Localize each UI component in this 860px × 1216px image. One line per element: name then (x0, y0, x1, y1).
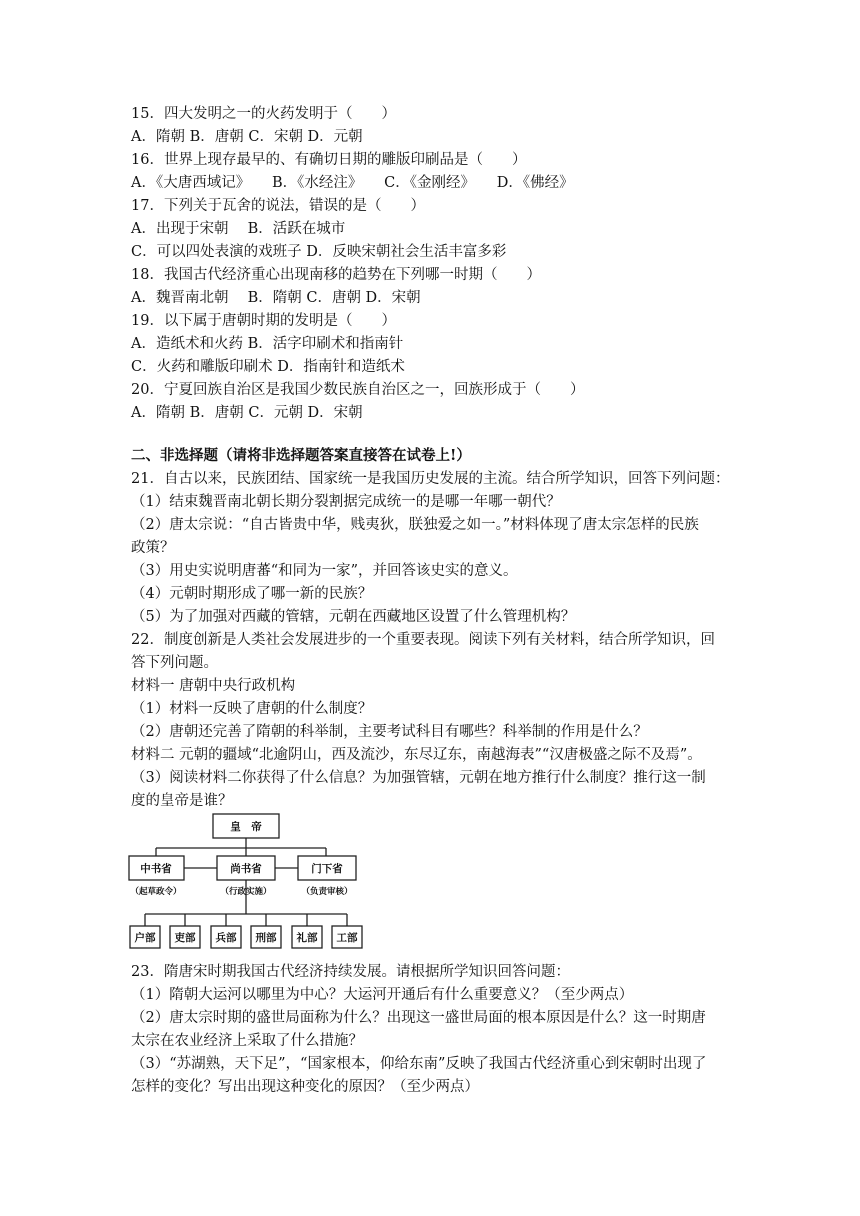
question-22-part-3-cont: 度的皇帝是谁？ (131, 793, 233, 809)
dept-label-zhongshu: 中书省 (140, 863, 172, 875)
dept-role-menxia: （负责审核） (301, 887, 353, 897)
question-19-options-ab: A．造纸术和火药 B．活字印刷术和指南针 (131, 336, 404, 352)
question-23: 23．隋唐宋时期我国古代经济持续发展。请根据所学知识回答问题： (131, 964, 570, 980)
question-16-options: A．《大唐西域记》 B．《水经注》 C．《金刚经》 D．《佛经》 (131, 175, 574, 191)
dept-role-zhongshu: （起草政令） (130, 887, 182, 897)
question-21-part-1: （1）结束魏晋南北朝长期分裂割据完成统一的是哪一年哪一朝代？ (131, 494, 561, 510)
question-15-options: A．隋朝 B．唐朝 C．宋朝 D．元朝 (131, 129, 363, 145)
question-23-part-2-cont: 太宗在农业经济上采取了什么措施？ (131, 1033, 363, 1049)
question-16: 16．世界上现存最早的、有确切日期的雕版印刷品是（ ） (131, 152, 527, 168)
question-23-part-2: （2）唐太宗时期的盛世局面称为什么？出现这一盛世局面的根本原因是什么？这一时期唐 (131, 1010, 706, 1026)
ministry-label-hu: 户部 (134, 932, 156, 944)
question-21-part-2-cont: 政策？ (131, 540, 175, 556)
dept-label-menxia: 门下省 (311, 863, 343, 875)
question-21: 21．自古以来，民族团结、国家统一是我国历史发展的主流。结合所学知识，回答下列问题： (131, 471, 730, 487)
ministry-label-xing: 刑部 (255, 932, 277, 944)
question-17-options-cd: C．可以四处表演的戏班子 D．反映宋朝社会生活丰富多彩 (131, 244, 507, 260)
question-22-part-2: （2）唐朝还完善了隋朝的科举制，主要考试科目有哪些？科举制的作用是什么？ (131, 724, 648, 740)
material-1-title: 材料一 唐朝中央行政机构 (131, 678, 296, 694)
question-17: 17．下列关于瓦舍的说法，错误的是（ ） (131, 198, 425, 214)
question-23-part-3-cont: 怎样的变化？写出出现这种变化的原因？（至少两点） (131, 1079, 479, 1095)
question-20-options: A．隋朝 B．唐朝 C．元朝 D．宋朝 (131, 405, 363, 421)
question-18: 18．我国古代经济重心出现南移的趋势在下列哪一时期（ ） (131, 267, 541, 283)
section-heading: 二、非选择题（请将非选择题答案直接答在试卷上!） (131, 447, 471, 464)
question-23-part-3: （3）“苏湖熟，天下足”，“国家根本，仰给东南”反映了我国古代经济重心到宋朝时出现了 (131, 1056, 707, 1072)
question-22-part-1: （1）材料一反映了唐朝的什么制度？ (131, 701, 373, 717)
emperor-label: 皇 帝 (230, 821, 262, 833)
ministry-label-bing: 兵部 (215, 932, 237, 944)
ministry-label-gong: 工部 (336, 932, 358, 944)
question-22-part-3: （3）阅读材料二你获得了什么信息？为加强管辖，元朝在地方推行什么制度？推行这一制 (131, 770, 706, 786)
ministry-label-li-rites: 礼部 (296, 932, 318, 944)
question-21-part-3: （3）用史实说明唐蕃“和同为一家”，并回答该史实的意义。 (131, 563, 518, 579)
question-20: 20．宁夏回族自治区是我国少数民族自治区之一，回族形成于（ ） (131, 382, 585, 398)
question-21-part-2: （2）唐太宗说：“自古皆贵中华，贱夷狄，朕独爱之如一。”材料体现了唐太宗怎样的民族 (131, 517, 699, 533)
question-22-cont: 答下列问题。 (131, 655, 218, 671)
material-2: 材料二 元朝的疆域“北逾阴山，西及流沙，东尽辽东，南越海表”“汉唐极盛之际不及焉”。 (131, 747, 702, 763)
tang-central-admin-diagram (126, 812, 364, 952)
question-18-options: A．魏晋南北朝 B．隋朝 C．唐朝 D．宋朝 (131, 290, 421, 306)
question-19: 19．以下属于唐朝时期的发明是（ ） (131, 313, 396, 329)
question-17-options-ab: A．出现于宋朝 B．活跃在城市 (131, 221, 346, 237)
question-21-part-5: （5）为了加强对西藏的管辖，元朝在西藏地区设置了什么管理机构？ (131, 609, 576, 625)
question-19-options-cd: C．火药和雕版印刷术 D．指南针和造纸术 (131, 359, 405, 375)
question-21-part-4: （4）元朝时期形成了哪一新的民族？ (131, 586, 373, 602)
question-15: 15．四大发明之一的火药发明于（ ） (131, 106, 396, 122)
question-22: 22．制度创新是人类社会发展进步的一个重要表现。阅读下列有关材料，结合所学知识，回 (131, 632, 715, 648)
question-23-part-1: （1）隋朝大运河以哪里为中心？大运河开通后有什么重要意义？（至少两点） (131, 987, 634, 1003)
dept-role-shangshu: （行政实施） (220, 887, 272, 897)
dept-label-shangshu: 尚书省 (230, 863, 262, 875)
ministry-label-li: 吏部 (174, 932, 196, 944)
